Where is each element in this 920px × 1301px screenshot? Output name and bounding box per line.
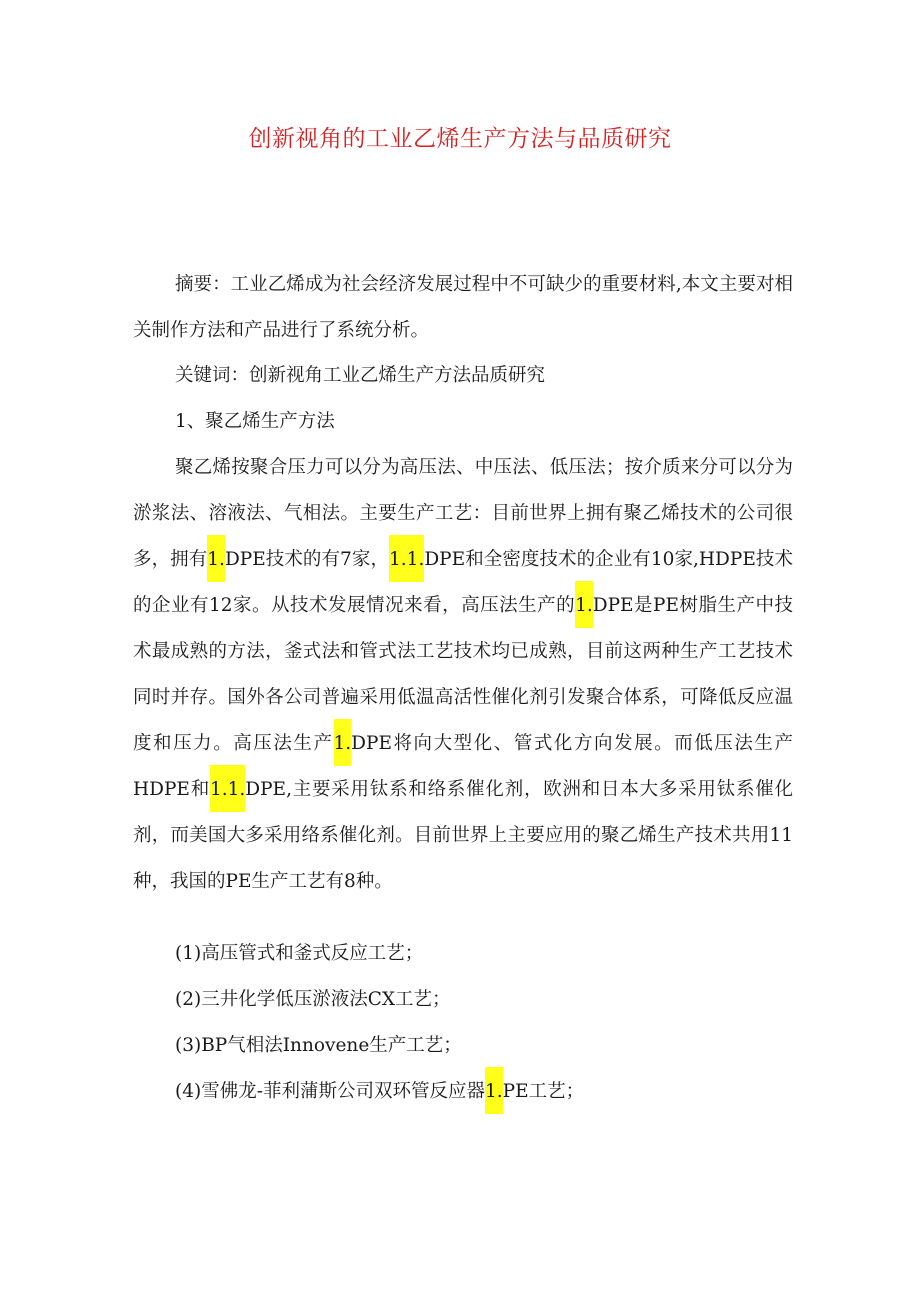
body-text-1: 聚乙烯按聚合压力可以分为高压法、中压法、低压法；按介质来分可以分为淤浆法、溶液法、气相法。主要生产工艺：目前世界上拥有聚乙烯技术的公司很多，拥有	[133, 457, 793, 570]
list-item-2: (2)三井化学低压淤液法CX工艺；	[175, 989, 451, 1010]
highlight-mark: 1.	[485, 1067, 503, 1114]
highlight-mark: 1.	[334, 719, 352, 766]
body-text-4: DPE是PE树脂生产中技术最成熟的方法，釜式法和管式法工艺技术均已成熟，目前这两种生产工艺技术同时并存。国外各公司普遍采用低温高活性催化剂引发聚合体系，可降低反应温度和压力。高压法生产	[133, 595, 793, 754]
highlight-mark: 1.1.	[210, 765, 245, 812]
list-item-3: (3)BP气相法Innovene生产工艺；	[175, 1035, 462, 1056]
list-item-1: (1)高压管式和釜式反应工艺；	[175, 943, 424, 964]
highlight-mark: 1.	[575, 581, 593, 628]
body-text-2: DPE技术的有7家，	[224, 549, 390, 570]
highlight-mark: 1.	[207, 535, 225, 582]
list-item-4	[175, 1069, 584, 1115]
body-text-5: DPE将向大型化、管式化方向发展。而低压法生产HDPE和	[133, 733, 793, 800]
list-item-4-tail: PE工艺；	[502, 1081, 585, 1102]
body-paragraph	[133, 445, 793, 905]
body-text-3: DPE和全密度技术的企业有10家,HDPE技术的企业有12家。从技术发展情况来看，高压法生产的	[133, 549, 793, 616]
body-text-6: DPE,主要采用钛系和络系催化剂，欧洲和日本大多采用钛系催化剂，而美国大多采用络系催化剂。目前世界上主要应用的聚乙烯生产技术共用11种，我国的PE生产工艺有8种。	[133, 779, 794, 892]
highlight-mark: 1.1.	[389, 535, 424, 582]
section-heading: 1、聚乙烯生产方法	[175, 411, 335, 432]
document-title: 创新视角的工业乙烯生产方法与品质研究	[248, 126, 672, 152]
keywords-line: 关键词：创新视角工业乙烯生产方法品质研究	[175, 365, 546, 386]
abstract-paragraph: 摘要：工业乙烯成为社会经济发展过程中不可缺少的重要材料,本文主要对相关制作方法和产品进行了系统分析。	[133, 274, 793, 341]
list-item-4-text: (4)雪佛龙-菲利蒲斯公司双环管反应器	[175, 1081, 485, 1102]
